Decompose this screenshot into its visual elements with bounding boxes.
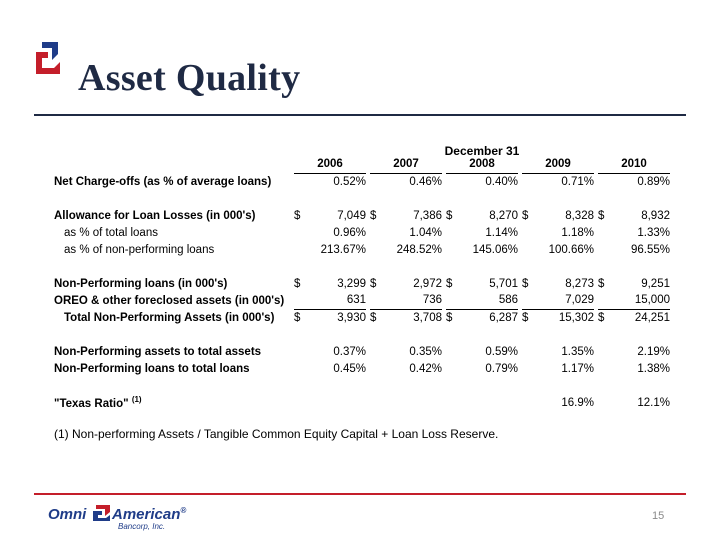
value-cell: 0.96% (333, 226, 366, 239)
table-row (54, 207, 670, 224)
value-cell: 8,328 (565, 209, 594, 222)
dollar-sign (370, 343, 384, 360)
row-label: OREO & other foreclosed assets (in 000's) (54, 294, 285, 307)
dollar-sign (522, 343, 536, 360)
value-cell: 0.59% (485, 345, 518, 358)
asset-quality-table (54, 156, 670, 411)
row-label: Non-Performing loans to total loans (54, 362, 250, 375)
row-label: Total Non-Performing Assets (in 000's) (64, 311, 275, 324)
row-label: as % of total loans (64, 226, 158, 239)
footnote: (1) Non-performing Assets / Tangible Common Equity Capital + Loan Loss Reserve. (54, 427, 499, 441)
dollar-sign (294, 292, 308, 309)
brand-mark-icon (92, 504, 112, 522)
row-label: Allowance for Loan Losses (in 000's) (54, 209, 256, 222)
table-row (54, 275, 670, 292)
dollar-sign (370, 360, 384, 377)
value-cell: 7,029 (536, 292, 594, 309)
year-header: 2010 (598, 156, 670, 173)
value-cell: 6,287 (489, 311, 518, 324)
value-cell: 0.79% (485, 362, 518, 375)
dollar-sign (598, 241, 612, 258)
dollar-sign (598, 343, 612, 360)
value-cell: 9,251 (641, 277, 670, 290)
value-cell: 0.37% (333, 345, 366, 358)
brand-sub-text: Bancorp, Inc. (118, 522, 166, 531)
dollar-sign (598, 224, 612, 241)
value-cell (308, 394, 366, 411)
value-cell: 145.06% (472, 243, 518, 256)
dollar-sign (370, 394, 384, 411)
value-cell: 0.40% (485, 175, 518, 188)
value-cell: 3,708 (413, 311, 442, 324)
table-row (54, 292, 670, 309)
dollar-sign (294, 241, 308, 258)
footer-divider (34, 493, 686, 495)
value-cell (460, 394, 518, 411)
dollar-sign (446, 173, 460, 190)
spacer-row (54, 258, 670, 275)
value-cell: 3,930 (337, 311, 366, 324)
value-cell: 0.35% (409, 345, 442, 358)
dollar-sign (598, 292, 612, 309)
value-cell: 3,299 (337, 277, 366, 290)
dollar-sign: $ (294, 209, 301, 222)
dollar-sign (446, 343, 460, 360)
value-cell: 1.18% (561, 226, 594, 239)
dollar-sign (446, 394, 460, 411)
footer-brand-logo (48, 502, 208, 534)
dollar-sign (294, 224, 308, 241)
dollar-sign: $ (370, 209, 377, 222)
dollar-sign: $ (370, 277, 377, 290)
company-logo-mark (34, 40, 62, 76)
dollar-sign (370, 241, 384, 258)
value-cell: 1.04% (409, 226, 442, 239)
value-cell: 1.35% (561, 345, 594, 358)
title-divider (34, 114, 686, 116)
column-group-header: December 31 (444, 144, 520, 158)
dollar-sign: $ (294, 277, 301, 290)
value-cell: 1.17% (561, 362, 594, 375)
dollar-sign: $ (522, 311, 529, 324)
brand-american-text: American® (112, 506, 187, 523)
value-cell: 8,273 (565, 277, 594, 290)
value-cell: 0.42% (409, 362, 442, 375)
dollar-sign: $ (598, 209, 605, 222)
page-title: Asset Quality (78, 57, 301, 99)
dollar-sign (446, 292, 460, 309)
value-cell: 1.33% (637, 226, 670, 239)
dollar-sign: $ (522, 277, 529, 290)
dollar-sign (370, 173, 384, 190)
dollar-sign (446, 241, 460, 258)
row-label: Non-Performing loans (in 000's) (54, 277, 228, 290)
value-cell: 0.89% (637, 175, 670, 188)
value-cell: 15,302 (558, 311, 594, 324)
dollar-sign: $ (446, 277, 453, 290)
dollar-sign (370, 224, 384, 241)
value-cell: 7,386 (413, 209, 442, 222)
dollar-sign (294, 394, 308, 411)
value-cell: 1.38% (637, 362, 670, 375)
table-row (54, 360, 670, 377)
year-header: 2008 (446, 156, 518, 173)
value-cell: 12.1% (637, 396, 670, 409)
dollar-sign (446, 224, 460, 241)
row-label: as % of non-performing loans (64, 243, 215, 256)
dollar-sign (598, 394, 612, 411)
value-cell: 0.71% (561, 175, 594, 188)
value-cell: 2,972 (413, 277, 442, 290)
value-cell: 248.52% (396, 243, 442, 256)
year-header: 2009 (522, 156, 594, 173)
value-cell: 2.19% (637, 345, 670, 358)
value-cell (384, 394, 442, 411)
dollar-sign: $ (294, 311, 301, 324)
dollar-sign (294, 360, 308, 377)
year-header: 2007 (370, 156, 442, 173)
dollar-sign: $ (446, 311, 453, 324)
table-row (54, 173, 670, 190)
dollar-sign: $ (370, 311, 377, 324)
value-cell: 736 (384, 292, 442, 309)
dollar-sign (522, 241, 536, 258)
dollar-sign (598, 360, 612, 377)
value-cell: 0.52% (333, 175, 366, 188)
value-cell: 5,701 (489, 277, 518, 290)
table-row (54, 309, 670, 326)
value-cell: 8,932 (641, 209, 670, 222)
dollar-sign (598, 173, 612, 190)
brand-omni-text: Omni (48, 506, 87, 523)
dollar-sign (522, 292, 536, 309)
spacer-row (54, 377, 670, 394)
value-cell: 1.14% (485, 226, 518, 239)
header-label-cell (54, 156, 290, 173)
dollar-sign: $ (598, 277, 605, 290)
table-row (54, 394, 670, 411)
value-cell: 16.9% (561, 396, 594, 409)
value-cell: 0.46% (409, 175, 442, 188)
dollar-sign: $ (446, 209, 453, 222)
page-number: 15 (652, 510, 665, 522)
dollar-sign (294, 173, 308, 190)
value-cell: 15,000 (612, 292, 670, 309)
value-cell: 213.67% (320, 243, 366, 256)
value-cell: 96.55% (630, 243, 670, 256)
value-cell: 0.45% (333, 362, 366, 375)
year-header: 2006 (294, 156, 366, 173)
dollar-sign (446, 360, 460, 377)
row-label: Net Charge-offs (as % of average loans) (54, 175, 272, 188)
spacer-row (54, 190, 670, 207)
dollar-sign: $ (522, 209, 529, 222)
value-cell: 7,049 (337, 209, 366, 222)
dollar-sign (522, 224, 536, 241)
dollar-sign (522, 173, 536, 190)
table-row (54, 241, 670, 258)
value-cell: 586 (460, 292, 518, 309)
spacer-row (54, 326, 670, 343)
value-cell: 24,251 (634, 311, 670, 324)
dollar-sign: $ (598, 311, 605, 324)
dollar-sign (522, 360, 536, 377)
dollar-sign (522, 394, 536, 411)
row-label: Non-Performing assets to total assets (54, 345, 262, 358)
row-label: "Texas Ratio" $^{(1)}$ (54, 395, 142, 410)
table-row (54, 224, 670, 241)
dollar-sign (370, 292, 384, 309)
value-cell: 100.66% (548, 243, 594, 256)
value-cell: 631 (308, 292, 366, 309)
table-row (54, 343, 670, 360)
value-cell: 8,270 (489, 209, 518, 222)
dollar-sign (294, 343, 308, 360)
